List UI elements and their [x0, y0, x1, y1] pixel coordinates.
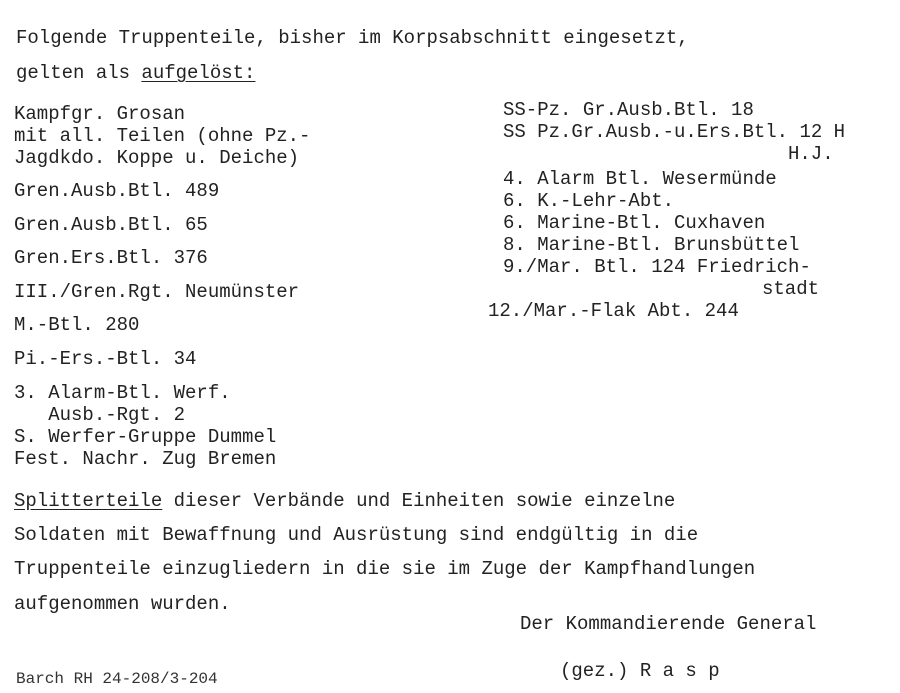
left-unit-item: 3. Alarm-Btl. Werf. — [14, 382, 231, 404]
left-unit-item: Ausb.-Rgt. 2 — [14, 404, 186, 426]
right-unit-item: 8. Marine-Btl. Brunsbüttel — [503, 234, 800, 256]
left-unit-item: Pi.-Ers.-Btl. 34 — [14, 348, 197, 370]
right-unit-item: SS-Pz. Gr.Ausb.Btl. 18 — [503, 99, 754, 121]
right-unit-item: 6. Marine-Btl. Cuxhaven — [503, 212, 766, 234]
closing-line-3: Truppenteile einzugliedern in die sie im Zuge der Kampfhandlungen — [14, 558, 756, 580]
closing-line-1 — [14, 490, 675, 512]
left-unit-item: M.-Btl. 280 — [14, 314, 140, 336]
left-unit-item: Jagdkdo. Koppe u. Deiche) — [14, 147, 300, 169]
left-unit-item: III./Gren.Rgt. Neumünster — [14, 281, 300, 303]
right-unit-item: stadt — [762, 278, 820, 300]
right-unit-item: 9./Mar. Btl. 124 Friedrich- — [503, 256, 811, 278]
left-unit-item: Fest. Nachr. Zug Bremen — [14, 448, 277, 470]
signature-title: Der Kommandierende General — [520, 613, 817, 635]
left-unit-item: Gren.Ausb.Btl. 65 — [14, 214, 208, 236]
closing-line-4: aufgenommen wurden. — [14, 593, 231, 615]
right-unit-item: 12./Mar.-Flak Abt. 244 — [488, 300, 739, 322]
left-unit-item: mit all. Teilen (ohne Pz.- — [14, 125, 311, 147]
right-unit-item: 6. K.-Lehr-Abt. — [503, 190, 675, 212]
right-unit-item: 4. Alarm Btl. Wesermünde — [503, 168, 777, 190]
closing-line-2: Soldaten mit Bewaffnung und Ausrüstung sind endgültig in die — [14, 524, 699, 546]
left-unit-item: Gren.Ers.Btl. 376 — [14, 247, 208, 269]
left-unit-item: Gren.Ausb.Btl. 489 — [14, 180, 220, 202]
intro-line-1: Folgende Truppenteile, bisher im Korpsabschnitt eingesetzt, — [16, 27, 689, 49]
intro-line-2-prefix: gelten als — [16, 62, 142, 84]
signature-name: (gez.) R a s p — [560, 660, 720, 682]
left-unit-item: S. Werfer-Gruppe Dummel — [14, 426, 277, 448]
closing-underlined-word: Splitterteile — [14, 490, 163, 512]
right-unit-item: H.J. — [788, 143, 834, 165]
left-unit-item: Kampfgr. Grosan — [14, 103, 186, 125]
intro-line-2 — [16, 62, 255, 84]
source-reference: Barch RH 24-208/3-204 — [16, 670, 218, 688]
right-unit-item: SS Pz.Gr.Ausb.-u.Ers.Btl. 12 H — [503, 121, 846, 143]
intro-underlined-word: aufgelöst: — [141, 62, 256, 84]
closing-line-1-rest: dieser Verbände und Einheiten sowie einzelne — [162, 490, 676, 512]
